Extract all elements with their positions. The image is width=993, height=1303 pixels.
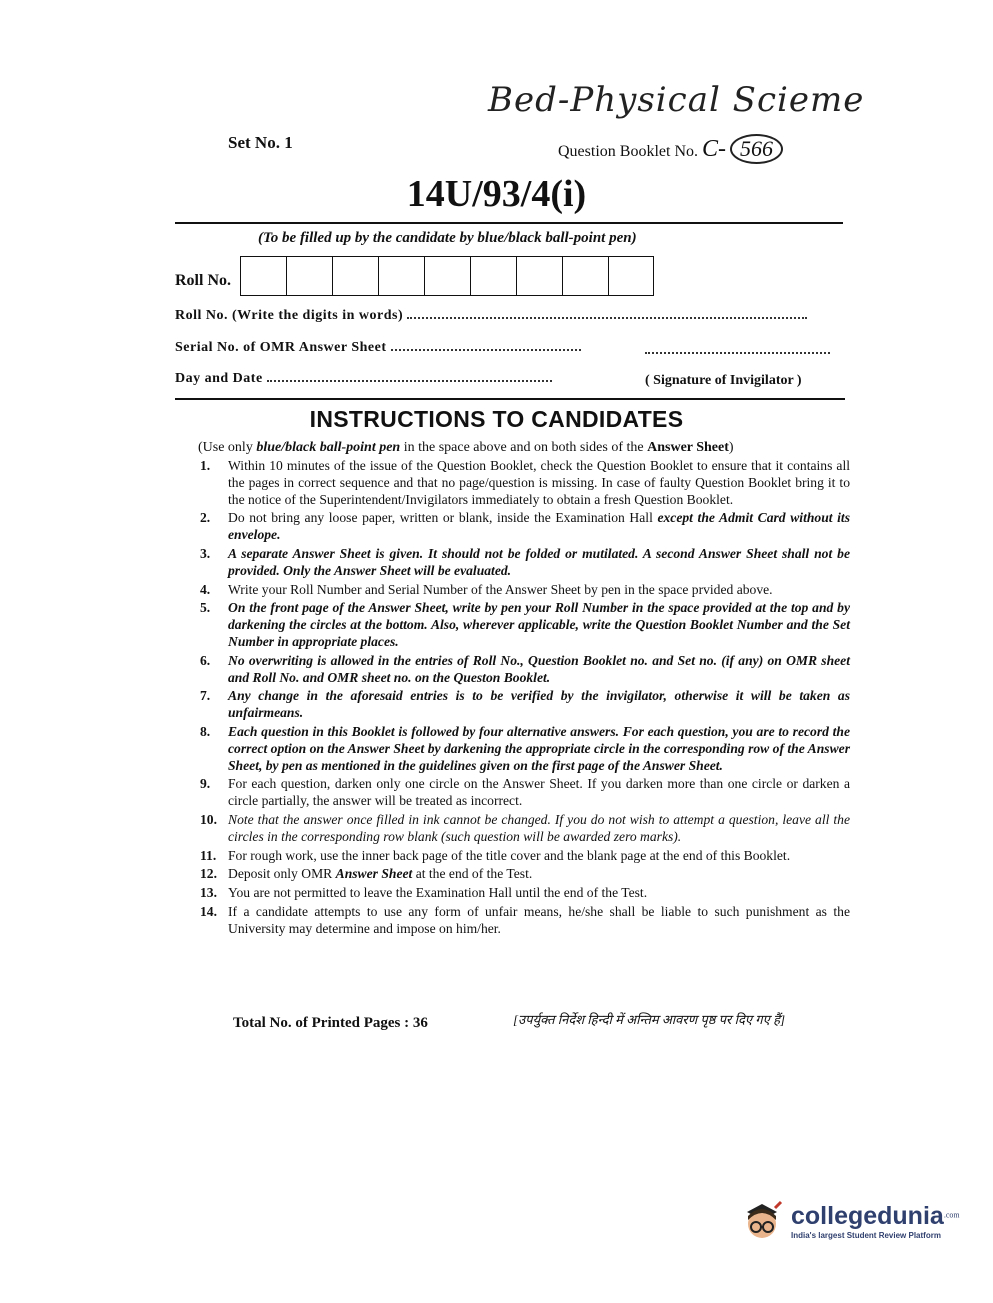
instruction-number: 2. [200,510,211,526]
invigilator-signature-line[interactable] [645,352,830,354]
brand-tagline: India's largest Student Review Platform [791,1231,941,1240]
instruction-number: 5. [200,600,211,616]
roll-no-boxes[interactable] [240,256,654,296]
roll-no-words-row [175,308,807,324]
instruction-plain: Write your Roll Number and Serial Number of the Answer Sheet by pen in the space prvided above. [228,581,773,597]
instruction-item [200,600,850,650]
roll-digit-box[interactable] [240,256,286,296]
instruction-number: 14. [200,903,217,919]
instruction-text [228,510,850,544]
instruction-item [200,866,850,883]
student-mascot-icon [737,1198,787,1244]
instruction-emphasis: Any change in the aforesaid entries is to be verified by the invigilator, otherwise it will be taken as unfairmeans. [228,688,850,721]
serial-omr-row [175,340,581,356]
roll-digit-box[interactable] [332,256,378,296]
instruction-text [228,866,850,883]
instruction-plain: If a candidate attempts to use any form of unfair means, he/she shall be liable to such punishment as the University may determine and impose on him/her. [228,903,850,936]
instruction-emphasis: No overwriting is allowed in the entries of Roll No., Question Booklet no. and Set no. (if any) on OMR sheet and Roll No. and OMR sheet no. on the Queston Booklet. [228,652,850,685]
instruction-italic: Note that the answer once filled in ink cannot be changed. If you do not wish to attempt a question, leave all the circles in the corresponding row blank (such question will be awarded zero marks). [228,811,850,844]
booklet-label: Question Booklet No. [558,143,698,160]
instruction-item [200,510,850,544]
collegedunia-logo [737,1198,960,1244]
instruction-emphasis: except the Admit Card without its envelope. [228,510,851,543]
instruction-number: 3. [200,545,211,561]
instruction-item [200,812,850,846]
roll-digit-box[interactable] [516,256,562,296]
instruction-item [200,688,850,722]
brand-name: collegedunia [791,1202,944,1230]
instruction-plain: at the end of the Test. [412,866,533,882]
instruction-emphasis: Answer Sheet [335,866,413,882]
roll-digit-box[interactable] [608,256,654,296]
booklet-number: 566 [730,134,783,164]
instructions-heading: INSTRUCTIONS TO CANDIDATES [309,406,684,432]
instruction-item [200,653,850,687]
instruction-number: 9. [200,776,211,792]
use-only-text: (Use only [198,440,257,455]
day-date-line[interactable] [267,380,552,382]
instruction-number: 11. [200,847,217,863]
instruction-number: 13. [200,885,217,901]
use-only-sheet: Answer Sheet [647,440,729,455]
roll-digit-box[interactable] [424,256,470,296]
total-printed-pages: Total No. of Printed Pages : 36 [233,1015,428,1031]
use-only-text: in the space above and on both sides of the [400,440,648,455]
instruction-item [200,458,850,508]
instruction-item [200,904,850,938]
instruction-plain: Within 10 minutes of the issue of the Question Booklet, check the Question Booklet to ensure that it contains all the pages in correct sequence and that no page/question is missing. In case of faulty Question Booklet bring it to the notice of the Superintendent/Invigilators immediately to obtain a fresh Question Booklet. [228,458,850,507]
instruction-item [200,848,850,865]
instruction-emphasis: A separate Answer Sheet is given. It should not be folded or mutilated. A second Answer Sheet shall not be provided. Only the Answer Sheet will be evaluated. [228,545,850,578]
instruction-plain: You are not permitted to leave the Examination Hall until the end of the Test. [228,885,648,901]
roll-no-words-line[interactable] [407,317,807,319]
instruction-item [200,546,850,580]
serial-omr-line[interactable] [391,349,581,351]
instruction-emphasis: On the front page of the Answer Sheet, write by pen your Roll Number in the space provided at the top and by darkening the circles at the bottom. Also, wherever applicable, write the Question Booklet Number and the Set Number in appropriate places. [228,600,850,649]
roll-no-label: Roll No. [175,272,231,289]
use-only-note [198,440,734,456]
instruction-number: 8. [200,723,211,739]
instruction-item [200,885,850,902]
hindi-note: [उपर्युक्त निर्देश हिन्दी में अन्तिम आवरण पृष्ठ पर दिए गए हैं] [513,1012,786,1027]
instruction-number: 1. [200,458,211,473]
brand-suffix: .com [943,1210,960,1220]
instruction-item [200,724,850,774]
roll-digit-box[interactable] [562,256,608,296]
instructions-list [200,458,850,940]
handwritten-course-title: Bed-Physical Scieme [488,80,865,120]
roll-no-words-label: Roll No. (Write the digits in words) [175,308,404,323]
instruction-item [200,776,850,810]
instruction-number: 6. [200,652,211,668]
signature-label: ( Signature of Invigilator ) [645,373,802,388]
set-number: Set No. 1 [228,133,293,152]
instruction-number: 12. [200,866,217,882]
roll-digit-box[interactable] [470,256,516,296]
instruction-number: 10. [200,811,217,827]
instruction-plain: Deposit only OMR [228,866,336,882]
roll-digit-box[interactable] [378,256,424,296]
fill-instruction-note: (To be filled up by the candidate by blue/black ball-point pen) [258,230,637,246]
instruction-text [228,458,850,508]
use-only-pen: blue/black ball-point pen [256,440,401,455]
day-date-row [175,371,552,387]
question-booklet-number [558,134,783,164]
use-only-text: ) [728,440,734,455]
form-divider [175,398,845,400]
paper-code: 14U/93/4(i) [406,173,587,215]
roll-digit-box[interactable] [286,256,332,296]
top-divider [175,222,843,224]
instruction-plain: Do not bring any loose paper, written or blank, inside the Examination Hall [228,510,658,526]
instruction-number: 4. [200,581,211,597]
serial-omr-label: Serial No. of OMR Answer Sheet [175,340,387,355]
instruction-plain: For each question, darken only one circle on the Answer Sheet. If you darken more than one circle or darken a circle partially, the answer will be treated as incorrect. [228,776,850,809]
booklet-series: C- [702,136,726,162]
instruction-item [200,582,850,599]
instruction-number: 7. [200,688,211,704]
instruction-plain: For rough work, use the inner back page of the title cover and the blank page at the end of this Booklet. [228,847,791,863]
day-date-label: Day and Date [175,371,263,386]
instruction-emphasis: Each question in this Booklet is followed by four alternative answers. For each question, you are to record the correct option on the Answer Sheet by darkening the appropriate circle in the corresponding row of the Answer Sheet, by pen as mentioned in the guidelines given on the first page of the Answer Sheet. [228,723,850,773]
